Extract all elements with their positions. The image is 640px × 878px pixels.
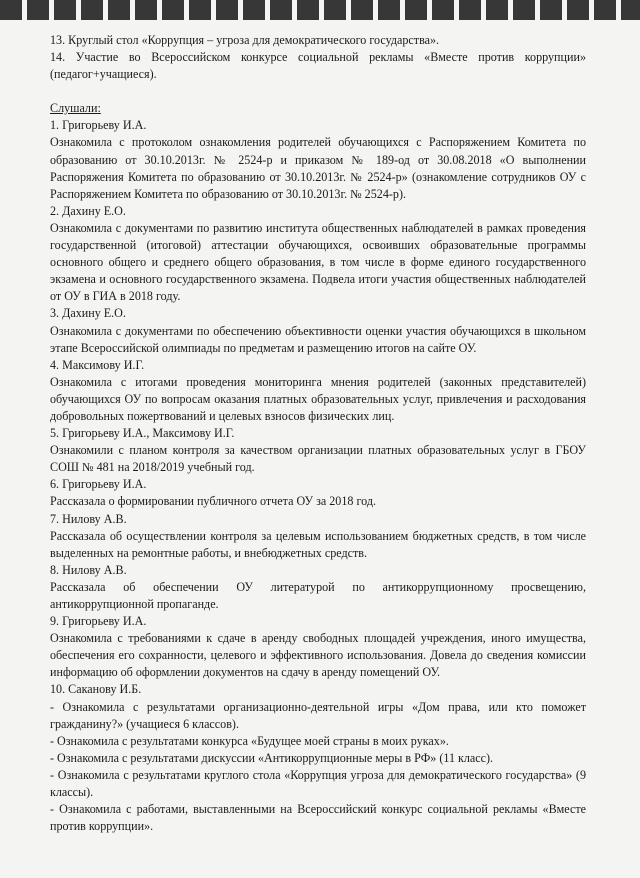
scan-edge-mark xyxy=(0,0,640,20)
agenda-item-13: 13. Круглый стол «Коррупция – угроза для демократического государства». xyxy=(50,33,440,47)
item-1-text: Ознакомила с протоколом ознакомления родителей обучающихся с Распоряжением Комитета по образованию от 30.10.2013г. № 2524-р и приказом № 189-од от 30.08.2018 «О выполнении Распоряжения Комитета по образованию от 30.10.2013г. № 2524-р» (ознакомление сотрудников ОУ с Распоряжением Комитета по образованию от 30.10.2013г. № 2524-р). xyxy=(50,135,586,201)
item-10-head: 10. Саканову И.Б. xyxy=(50,682,142,697)
item-10-line: - Ознакомила с результатами организационно-деятельной игры «Дом права, или кто поможет гражданину?» (учащиеся 6 классов). xyxy=(50,699,586,731)
item-4-text: Ознакомила с итогами проведения мониторинга мнения родителей (законных представителей) обучающихся ОУ по вопросам оказания платных образовательных услуг, привлечения и расходования добровольных пожертвований и целевых взносов физических лиц. xyxy=(50,374,586,423)
item-9-head: 9. Григорьеву И.А. xyxy=(50,614,147,629)
heard-label: Слушали: xyxy=(50,101,101,116)
item-9-text: Ознакомила с требованиями к сдаче в аренду свободных площадей учреждения, иного имущества, обеспечения его сохранности, целевого и эффективного использования. Довела до сведения комиссии информацию об оформлении документов на сдачу в аренду помещений ОУ. xyxy=(50,631,586,680)
item-8-text: Рассказала об обеспечении ОУ литературой по антикоррупционному просвещению, антикоррупционной пропаганде. xyxy=(50,579,586,611)
item-6-head: 6. Григорьеву И.А. xyxy=(50,477,147,492)
item-10-line: - Ознакомила с результатами дискуссии «Антикоррупционные меры в РФ» (11 класс). xyxy=(50,750,494,765)
item-1-head: 1. Григорьеву И.А. xyxy=(50,118,147,133)
item-10-line: - Ознакомила с работами, выставленными на Всероссийский конкурс социальной рекламы «Вместе против коррупции». xyxy=(50,802,586,834)
item-2-text: Ознакомила с документами по развитию института общественных наблюдателей в рамках проведения государственной (итоговой) аттестации обучающихся, освоивших образовательные программы основного общего и среднего общего образования, в том числе в форме единого государственного экзамена и основного государственного экзамена. Подвела итоги участия общественных наблюдателей от ОУ в ГИА в 2018 году. xyxy=(50,220,586,304)
item-10-line: - Ознакомила с результатами круглого стола «Коррупция угроза для демократического государства» (9 классы). xyxy=(50,767,586,800)
item-4-head: 4. Максимову И.Г. xyxy=(50,357,145,372)
item-3-head: 3. Дахину Е.О. xyxy=(50,306,126,321)
item-5-head: 5. Григорьеву И.А., Максимову И.Г. xyxy=(50,426,235,441)
agenda-item-14: 14. Участие во Всероссийском конкурсе социальной рекламы «Вместе против коррупции» (педагог+учащиеся). xyxy=(50,50,586,82)
item-6-text: Рассказала о формировании публичного отчета ОУ за 2018 год. xyxy=(50,494,377,509)
item-2-head: 2. Дахину Е.О. xyxy=(50,203,126,218)
item-7-text: Рассказала об осуществлении контроля за целевым использованием бюджетных средств, в том числе выделенных на ремонтные работы, и внебюджетных средств. xyxy=(50,528,586,560)
item-5-text: Ознакомили с планом контроля за качеством организации платных образовательных услуг в ГБОУ СОШ № 481 на 2018/2019 учебный год. xyxy=(50,443,586,475)
item-7-head: 7. Нилову А.В. xyxy=(50,511,127,526)
item-3-text: Ознакомила с документами по обеспечению объективности оценки участия обучающихся в школьном этапе Всероссийской олимпиады по предметам и размещению итогов на сайте ОУ. xyxy=(50,323,586,355)
item-8-head: 8. Нилову А.В. xyxy=(50,562,127,577)
spacer xyxy=(50,83,586,100)
document-body xyxy=(50,32,586,835)
item-10-line: - Ознакомила с результатами конкурса «Будущее моей страны в моих руках». xyxy=(50,733,449,748)
